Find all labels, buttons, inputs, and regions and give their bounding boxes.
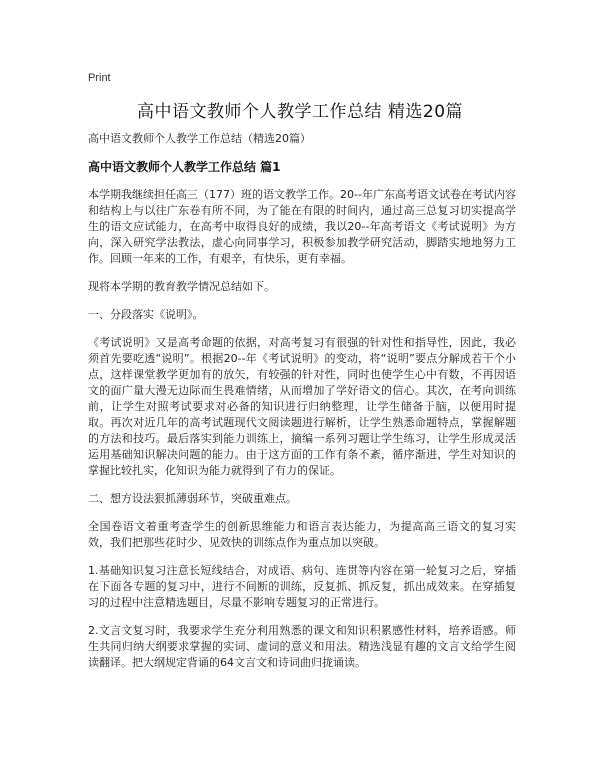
paragraph-intro: 本学期我继续担任高三（177）班的语文教学工作。20--年广东高考语文试卷在考试内容和结构上与以往广东卷有所不同，为了能在有限的时间内，通过高三总复习切实提高学生的语文应试能力，在高考中取得良好的成绩，我以20--年高考语文《考试说明》为方向，深入研究学法教法，虚心向同事学习，积极参加教学研究活动，脚踏实地地努力工作。回顾一年来的工作，有艰辛，有快乐，更有幸福。 — [88, 188, 516, 265]
paragraph-basic-review: 1.基础知识复习注意长短线结合，对成语、病句、连贯等内容在第一轮复习之后，穿插在下面各专题的复习中，进行不间断的训练，反复抓、抓反复，抓出成效来。在穿插复习的过程中注意精选题目，尽量不影响专题复习的正常进行。 — [88, 564, 516, 609]
paragraph-heading-two: 二、想方设法狠抓薄弱环节，突破重难点。 — [88, 492, 297, 505]
document-subtitle: 高中语文教师个人教学工作总结（精选20篇） — [88, 132, 311, 145]
paragraph-exam-guide: 《考试说明》又是高考命题的依据，对高考复习有很强的针对性和指导性，因此，我必须首先要吃透“说明”。根据20--年《考试说明》的变动，将“说明”要点分解成若干个小点，这样课堂教学更加有的放矢，有较强的针对性，同时也使学生心中有数，不再因语文的面广量大漫无边际而生畏难情绪，从而增加了学好语文的信心。其次，在考向训练前，让学生对照考试要求对必备的知识进行归纳整理，让学生储备于脑，以便用时提取。再次对近几年的高考试题现代文阅读题进行解析，让学生熟悉命题特点，掌握解题的方法和技巧。最后落实到能力训练上，摘编一系列习题让学生练习，让学生形成灵活运用基础知识解决问题的能力。由于这方面的工作有条不紊，循序渐进，学生对知识的掌握比较扎实，化知识为能力就得到了有力的保证。 — [88, 336, 516, 477]
document-body — [88, 131, 516, 682]
document-title: 高中语文教师个人教学工作总结 精选20篇 — [136, 102, 464, 122]
paragraph-classical-review: 2.文言文复习时，我要求学生充分利用熟悉的课文和知识积累感性材料，培养语感。师生共同归纳大纲要求掌握的实词、虚词的意义和用法。精选浅显有趣的文言文给学生阅读翻译。把大纲规定背诵的64文言文和诗词曲归拢诵读。 — [88, 624, 516, 669]
paragraph-national-exam: 全国卷语文着重考查学生的创新思维能力和语言表达能力，为提高高三语文的复习实效，我们把那些花时少、见效快的训练点作为重点加以突破。 — [88, 520, 516, 549]
section-heading: 高中语文教师个人教学工作总结 篇1 — [88, 160, 281, 174]
paragraph-heading-one: 一、分段落实《说明》。 — [88, 308, 204, 321]
print-label: Print — [88, 72, 111, 84]
paragraph-summary-lead: 现将本学期的教育教学情况总结如下。 — [88, 280, 275, 293]
